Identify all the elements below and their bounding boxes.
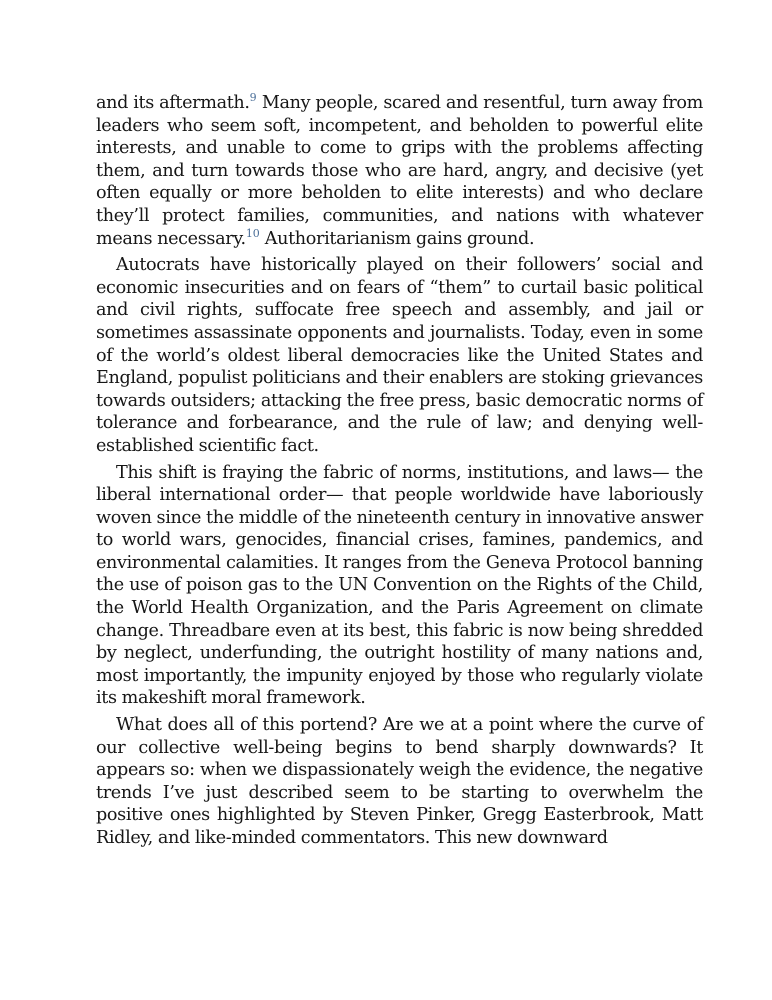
paragraph-text: This shift is fraying the fabric of norms, institutions, and laws— the liberal international order— that people worldwide have laboriously woven since the middle of the nineteenth century in innovative answer to world wars, genocides, financial crises, famines, pandemics, and environmental calamities. It ranges from the Geneva Protocol banning the use of poison gas to the UN Convention on the Rights of the Child, the World Health Organization, and the Paris Agreement on climate change. Threadbare even at its best, this fabric is now being shredded by neglect, underfunding, the outright hostility of many nations and, most importantly, the impunity enjoyed by those who regularly violate its makeshift moral framework.	[96, 462, 703, 709]
footnote-marker[interactable]: 9	[249, 91, 257, 104]
paragraph	[96, 254, 703, 457]
paragraph	[96, 714, 703, 850]
page-body	[96, 92, 703, 854]
footnote-marker[interactable]: 10	[245, 226, 260, 240]
paragraph-text: and its aftermath.	[96, 93, 250, 113]
paragraph	[96, 462, 703, 711]
paragraph-text: Authoritarianism gains ground.	[259, 228, 535, 249]
paragraph-text: Autocrats have historically played on their followers’ social and economic insecurities and on fears of “them” to curtail basic political and civil rights, suffocate free speech and assembly, and jail or sometimes assassinate opponents and journalists. Today, even in some of the world’s oldest liberal democracies like the United States and England, populist politicians and their enablers are stoking grievances towards outsiders; attacking the free press, basic democratic norms of tolerance and forbearance, and the rule of law; and denying well-established scientific fact.	[96, 255, 703, 456]
paragraph	[96, 92, 703, 250]
paragraph-text: What does all of this portend? Are we at a point where the curve of our collective well-being begins to bend sharply downwards? It appears so: when we dispassionately weigh the evidence, the negative trends I’ve just described seem to be starting to overwhelm the positive ones highlighted by Steven Pinker, Gregg Easterbrook, Matt Ridley, and like-minded commentators. This new downward	[96, 715, 703, 848]
paragraph-text: Many people, scared and resentful, turn away from leaders who seem soft, incompetent, and beholden to powerful elite interests, and unable to come to grips with the problems affecting them, and turn towards those who are hard, angry, and decisive (yet often equally or more beholden to elite interests) and who declare they’ll protect families, communities, and nations with whatever means necessary.	[96, 93, 704, 249]
